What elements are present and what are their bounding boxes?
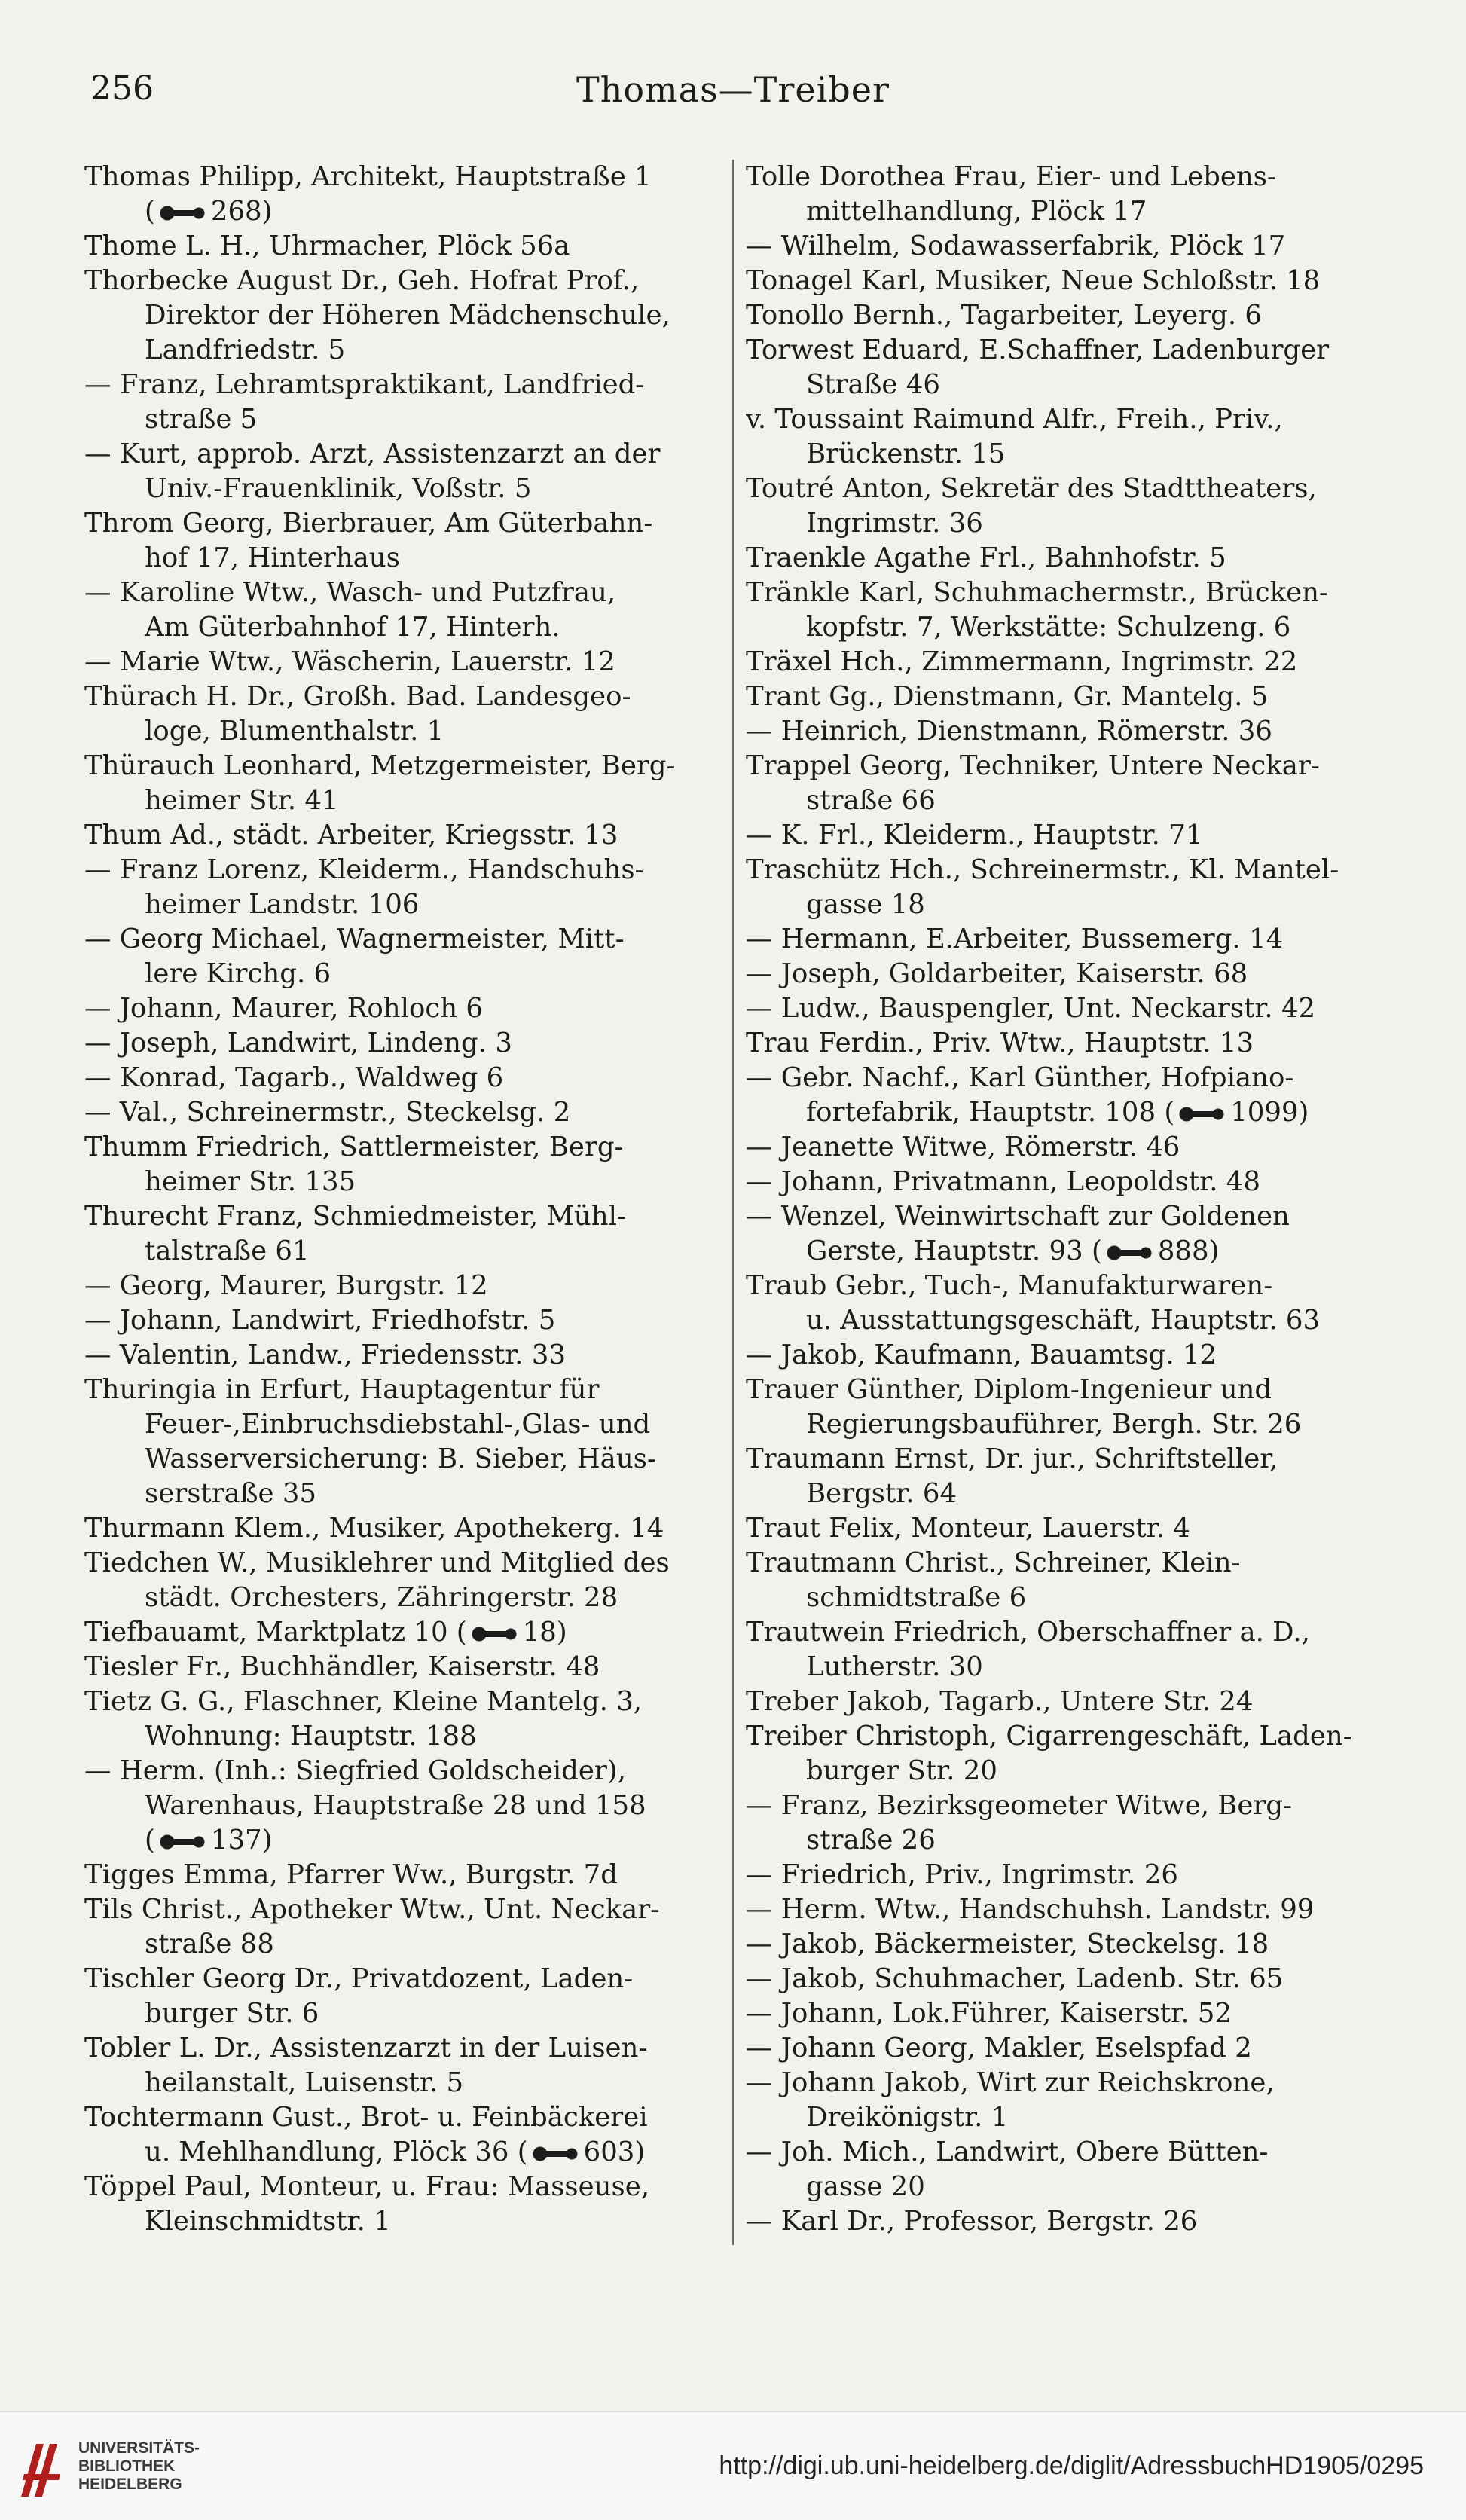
- directory-entry-line: [746, 749, 1379, 783]
- entry-text: Wohnung: Hauptstr. 188: [145, 1721, 477, 1752]
- directory-entry-line: [84, 645, 725, 680]
- entry-text: heimer Str. 135: [145, 1166, 356, 1197]
- directory-entry-line: [84, 1130, 725, 1165]
- entry-text: Trautwein Friedrich, Oberschaffner a. D.,: [746, 1617, 1310, 1648]
- directory-entry-line: [746, 1615, 1379, 1650]
- entry-text: — Ludw., Bauspengler, Unt. Neckarstr. 42: [746, 993, 1316, 1024]
- directory-entry-line: [746, 714, 1379, 749]
- entry-continuation-line: [746, 2170, 1379, 2204]
- entry-text: Thum Ad., städt. Arbeiter, Kriegsstr. 13: [84, 820, 618, 851]
- entry-text: Landfriedstr. 5: [145, 334, 346, 365]
- entry-continuation-line: [746, 506, 1379, 541]
- entry-text: Straße 46: [806, 369, 940, 400]
- directory-entry-line: [84, 1511, 725, 1546]
- directory-entry-line: [746, 160, 1379, 194]
- directory-entry-line: [746, 298, 1379, 333]
- telephone-number: 18): [522, 1617, 567, 1648]
- entry-text: — Joseph, Goldarbeiter, Kaiserstr. 68: [746, 958, 1248, 989]
- entry-text: kopfstr. 7, Werkstätte: Schulzeng. 6: [806, 612, 1291, 643]
- entry-text: Treiber Christoph, Cigarrengeschäft, Laden-: [746, 1721, 1352, 1752]
- library-name-line-2: BIBLIOTHEK: [78, 2457, 176, 2475]
- directory-entry-line: [84, 1303, 725, 1338]
- entry-continuation-line: [84, 1234, 725, 1269]
- directory-entry-line: [84, 264, 725, 298]
- entry-continuation-line: [746, 610, 1379, 645]
- entry-text: — Joseph, Landwirt, Lindeng. 3: [84, 1028, 512, 1058]
- entry-text: u. Ausstattungsgeschäft, Hauptstr. 63: [806, 1305, 1321, 1336]
- ub-heidelberg-logo-icon: [14, 2429, 66, 2504]
- directory-entry-line: [84, 749, 725, 783]
- entry-text: Direktor der Höheren Mädchenschule,: [145, 300, 670, 331]
- source-url[interactable]: http://digi.ub.uni-heidelberg.de/diglit/AdressbuchHD1905/0295: [719, 2451, 1424, 2480]
- directory-entry-line: [84, 818, 725, 853]
- entry-text: Thome L. H., Uhrmacher, Plöck 56a: [84, 231, 570, 261]
- directory-entry-line: [746, 2066, 1379, 2100]
- entry-text: — Wenzel, Weinwirtschaft zur Goldenen: [746, 1201, 1290, 1232]
- entry-text: Traub Gebr., Tuch-, Manufakturwaren-: [746, 1270, 1273, 1301]
- entry-text: — Joh. Mich., Landwirt, Obere Bütten-: [746, 2137, 1269, 2167]
- directory-entry-line: [84, 2100, 725, 2135]
- directory-entry-line: [746, 1719, 1379, 1754]
- directory-entry-line: [84, 1338, 725, 1373]
- telephone-symbol-icon: [160, 205, 206, 221]
- directory-entry-line: [84, 1546, 725, 1581]
- entry-text: Trautmann Christ., Schreiner, Klein-: [746, 1547, 1241, 1578]
- directory-entry-line: [84, 1095, 725, 1130]
- entry-continuation-line: [746, 1650, 1379, 1685]
- entry-continuation-line: [84, 333, 725, 368]
- directory-entry-line: [84, 922, 725, 957]
- entry-continuation-line: [746, 437, 1379, 472]
- entry-continuation-line: [84, 1927, 725, 1962]
- directory-entry-line: [746, 2031, 1379, 2066]
- entry-text: Warenhaus, Hauptstraße 28 und 158: [145, 1790, 646, 1821]
- telephone-number: 888): [1157, 1236, 1220, 1266]
- entry-text: — Franz, Bezirksgeometer Witwe, Berg-: [746, 1790, 1293, 1821]
- entry-text: Tolle Dorothea Frau, Eier- und Lebens-: [746, 161, 1276, 192]
- directory-entry-line: [746, 576, 1379, 610]
- telephone-symbol-icon: [1107, 1245, 1153, 1261]
- entry-continuation-line: [746, 1477, 1379, 1511]
- directory-entry-line: [84, 576, 725, 610]
- directory-entry-line: [84, 1685, 725, 1719]
- entry-text: Traschütz Hch., Schreinermstr., Kl. Mantel-: [746, 854, 1339, 885]
- entry-text: Trappel Georg, Techniker, Untere Neckar-: [746, 750, 1320, 781]
- entry-text: — Hermann, E.Arbeiter, Bussemerg. 14: [746, 924, 1284, 955]
- entry-text: — Johann Jakob, Wirt zur Reichskrone,: [746, 2067, 1275, 2098]
- entry-text: Tietz G. G., Flaschner, Kleine Mantelg. 3,: [84, 1686, 643, 1717]
- library-name-line-3: HEIDELBERG: [78, 2476, 182, 2493]
- entry-continuation-line: [84, 472, 725, 506]
- entry-text: Brückenstr. 15: [806, 438, 1006, 469]
- entry-continuation-line: [84, 887, 725, 922]
- entry-text: Univ.-Frauenklinik, Voßstr. 5: [145, 473, 532, 504]
- entry-continuation-line: [746, 2100, 1379, 2135]
- directory-entry-line: [84, 2170, 725, 2204]
- directory-entry-line: [746, 264, 1379, 298]
- directory-entry-line: [746, 853, 1379, 887]
- entry-text: — K. Frl., Kleiderm., Hauptstr. 71: [746, 820, 1203, 851]
- directory-entry-line: [746, 1199, 1379, 1234]
- entry-text: — Johann, Landwirt, Friedhofstr. 5: [84, 1305, 556, 1336]
- directory-entry-line: [746, 1511, 1379, 1546]
- entry-continuation-line: [84, 714, 725, 749]
- entry-text: — Georg, Maurer, Burgstr. 12: [84, 1270, 488, 1301]
- entry-text: — Karoline Wtw., Wasch- und Putzfrau,: [84, 577, 616, 608]
- directory-entry-line: [746, 1269, 1379, 1303]
- entry-text: Wasserversicherung: B. Sieber, Häus-: [145, 1443, 656, 1474]
- telephone-symbol-icon: [160, 1834, 206, 1850]
- entry-text: Träxel Hch., Zimmermann, Ingrimstr. 22: [746, 646, 1298, 677]
- entry-text: Traumann Ernst, Dr. jur., Schriftsteller,: [746, 1443, 1278, 1474]
- entry-text: schmidtstraße 6: [806, 1582, 1027, 1613]
- directory-entry-line: [746, 402, 1379, 437]
- entry-text: straße 26: [806, 1825, 936, 1856]
- entry-text: Tischler Georg Dr., Privatdozent, Laden-: [84, 1963, 634, 1994]
- entry-text: Thurmann Klem., Musiker, Apothekerg. 14: [84, 1513, 664, 1544]
- entry-text: Tränkle Karl, Schuhmachermstr., Brücken-: [746, 577, 1329, 608]
- entry-text: 137): [210, 1825, 273, 1856]
- directory-entry-line: [84, 1373, 725, 1407]
- entry-text: Töppel Paul, Monteur, u. Frau: Masseuse,: [84, 2171, 650, 2202]
- directory-entry-line: [84, 1026, 725, 1061]
- entry-text: Lutherstr. 30: [806, 1651, 983, 1682]
- directory-entry-line: [746, 1442, 1379, 1477]
- entry-continuation-line: [746, 1823, 1379, 1858]
- directory-entry-line: [84, 160, 725, 194]
- entry-text: Trant Gg., Dienstmann, Gr. Mantelg. 5: [746, 681, 1269, 712]
- entry-text: — Val., Schreinermstr., Steckelsg. 2: [84, 1097, 571, 1128]
- page-number: 256: [90, 69, 154, 108]
- entry-text: Tochtermann Gust., Brot- u. Feinbäckerei: [84, 2102, 648, 2133]
- entry-text: — Georg Michael, Wagnermeister, Mitt-: [84, 924, 625, 955]
- directory-entry-line: [746, 1927, 1379, 1962]
- entry-text: Dreikönigstr. 1: [806, 2102, 1009, 2133]
- entry-text: Trau Ferdin., Priv. Wtw., Hauptstr. 13: [746, 1028, 1254, 1058]
- entry-continuation-line: [746, 887, 1379, 922]
- directory-entry-line: [746, 1996, 1379, 2031]
- directory-entry-line: [746, 680, 1379, 714]
- directory-entry-line: [746, 957, 1379, 991]
- entry-text: Traenkle Agathe Frl., Bahnhofstr. 5: [746, 542, 1226, 573]
- entry-text: — Jeanette Witwe, Römerstr. 46: [746, 1132, 1180, 1162]
- right-column: [746, 160, 1379, 2239]
- directory-entry-line: [746, 1130, 1379, 1165]
- entry-text: Tils Christ., Apotheker Wtw., Unt. Neckar-: [84, 1894, 660, 1925]
- entry-continuation-line: [746, 783, 1379, 818]
- entry-text: Thürach H. Dr., Großh. Bad. Landesgeo-: [84, 681, 631, 712]
- entry-text: Tonagel Karl, Musiker, Neue Schloßstr. 18: [746, 265, 1321, 296]
- left-column: [84, 160, 725, 2239]
- entry-text: Thorbecke August Dr., Geh. Hofrat Prof.,: [84, 265, 640, 296]
- library-name-line-1: UNIVERSITÄTS-: [78, 2439, 200, 2457]
- entry-text: talstraße 61: [145, 1236, 310, 1266]
- directory-entry-line: [746, 333, 1379, 368]
- directory-entry-line: [84, 1892, 725, 1927]
- entry-text: Tiefbauamt, Marktplatz 10 (: [84, 1617, 467, 1648]
- entry-continuation-line: [84, 783, 725, 818]
- directory-entry-line: [84, 437, 725, 472]
- directory-entry-line: [746, 991, 1379, 1026]
- entry-text: u. Mehlhandlung, Plöck 36 (: [145, 2137, 528, 2167]
- page-header: [90, 69, 1376, 122]
- entry-continuation-line: [746, 1303, 1379, 1338]
- entry-text: heimer Str. 41: [145, 785, 339, 816]
- entry-text: Ingrimstr. 36: [806, 508, 983, 539]
- entry-continuation-line: [746, 368, 1379, 402]
- directory-entry-line: [746, 1685, 1379, 1719]
- entry-text: v. Toussaint Raimund Alfr., Freih., Priv.,: [746, 404, 1283, 435]
- entry-text: Thumm Friedrich, Sattlermeister, Berg-: [84, 1132, 624, 1162]
- directory-entry-line: [746, 2135, 1379, 2170]
- entry-text: — Gebr. Nachf., Karl Günther, Hofpiano-: [746, 1062, 1294, 1093]
- entry-continuation-line: [746, 194, 1379, 229]
- directory-entry-line: [84, 1269, 725, 1303]
- entry-text: Regierungsbauführer, Bergh. Str. 26: [806, 1409, 1302, 1440]
- entry-continuation-line: [746, 1581, 1379, 1615]
- directory-entry-line: [746, 1858, 1379, 1892]
- entry-text: städt. Orchesters, Zähringerstr. 28: [145, 1582, 618, 1613]
- entry-continuation-line: [84, 1407, 725, 1442]
- entry-text: Treber Jakob, Tagarb., Untere Str. 24: [746, 1686, 1254, 1717]
- entry-text: Thurecht Franz, Schmiedmeister, Mühl-: [84, 1201, 626, 1232]
- entry-text: Tiesler Fr., Buchhändler, Kaiserstr. 48: [84, 1651, 600, 1682]
- entry-continuation-line: [746, 1407, 1379, 1442]
- directory-entry-line: [746, 1962, 1379, 1996]
- entry-text: — Franz, Lehramtspraktikant, Landfried-: [84, 369, 645, 400]
- entry-continuation-line: [84, 541, 725, 576]
- entry-text: gasse 18: [806, 889, 925, 920]
- footer-bar: [0, 2411, 1466, 2520]
- entry-text: Tobler L. Dr., Assistenzarzt in der Luisen-: [84, 2033, 648, 2063]
- entry-text: straße 66: [806, 785, 936, 816]
- entry-text: mittelhandlung, Plöck 17: [806, 196, 1147, 227]
- entry-text: — Jakob, Schuhmacher, Ladenb. Str. 65: [746, 1963, 1284, 1994]
- entry-text: Thomas Philipp, Architekt, Hauptstraße 1: [84, 161, 652, 192]
- entry-text: — Johann, Maurer, Rohloch 6: [84, 993, 484, 1024]
- directory-entry-line: [84, 853, 725, 887]
- entry-text: loge, Blumenthalstr. 1: [145, 716, 444, 747]
- entry-text: — Kurt, approb. Arzt, Assistenzarzt an der: [84, 438, 661, 469]
- directory-entry-line: [746, 1546, 1379, 1581]
- directory-entry-line: [746, 541, 1379, 576]
- entry-continuation-line: [84, 1996, 725, 2031]
- entry-continuation-line: [84, 1719, 725, 1754]
- directory-entry-line: [746, 1788, 1379, 1823]
- entry-text: Thuringia in Erfurt, Hauptagentur für: [84, 1374, 600, 1405]
- entry-text: — Jakob, Kaufmann, Bauamtsg. 12: [746, 1339, 1217, 1370]
- entry-text: straße 5: [145, 404, 258, 435]
- directory-entry-line: [84, 229, 725, 264]
- entry-text: — Jakob, Bäckermeister, Steckelsg. 18: [746, 1929, 1269, 1959]
- entry-continuation-line: [84, 1788, 725, 1823]
- page-title: Thomas—Treiber: [576, 69, 890, 110]
- column-divider: [732, 160, 734, 2245]
- entry-text: heilanstalt, Luisenstr. 5: [145, 2067, 464, 2098]
- entry-text: Gerste, Hauptstr. 93 (: [806, 1236, 1102, 1266]
- directory-entry-line: [84, 506, 725, 541]
- entry-text: Trauer Günther, Diplom-Ingenieur und: [746, 1374, 1272, 1405]
- entry-text: — Heinrich, Dienstmann, Römerstr. 36: [746, 716, 1272, 747]
- entry-text: straße 88: [145, 1929, 274, 1959]
- entry-text: Torwest Eduard, E.Schaffner, Ladenburger: [746, 334, 1330, 365]
- entry-continuation-line: [84, 1165, 725, 1199]
- entry-text: 268): [210, 196, 273, 227]
- entry-text: Tiedchen W., Musiklehrer und Mitglied des: [84, 1547, 670, 1578]
- entry-text: hof 17, Hinterhaus: [145, 542, 400, 573]
- entry-text: — Valentin, Landw., Friedensstr. 33: [84, 1339, 567, 1370]
- entry-continuation-line: [84, 2135, 725, 2170]
- directory-entry-line: [746, 645, 1379, 680]
- directory-entry-line: [84, 680, 725, 714]
- telephone-symbol-icon: [1179, 1106, 1226, 1123]
- entry-text: — Konrad, Tagarb., Waldweg 6: [84, 1062, 504, 1093]
- entry-continuation-line: [84, 610, 725, 645]
- telephone-symbol-icon: [472, 1626, 518, 1642]
- entry-text: burger Str. 20: [806, 1755, 997, 1786]
- entry-text: Kleinschmidtstr. 1: [145, 2206, 391, 2237]
- entry-continuation-line: [84, 2204, 725, 2239]
- entry-text: Feuer-,Einbruchsdiebstahl-,Glas- und: [145, 1409, 651, 1440]
- entry-continuation-line: [84, 2066, 725, 2100]
- entry-text: — Johann, Lok.Führer, Kaiserstr. 52: [746, 1998, 1232, 2029]
- directory-entry-line: [746, 1373, 1379, 1407]
- entry-text: Am Güterbahnhof 17, Hinterh.: [145, 612, 560, 643]
- telephone-number: 603): [583, 2137, 646, 2167]
- entry-text: — Johann, Privatmann, Leopoldstr. 48: [746, 1166, 1260, 1197]
- entry-text: — Herm. (Inh.: Siegfried Goldscheider),: [84, 1755, 626, 1786]
- entry-continuation-line: ( 268): [145, 196, 273, 227]
- directory-entry-line: [84, 991, 725, 1026]
- entry-continuation-line: [84, 298, 725, 333]
- entry-text: Bergstr. 64: [806, 1478, 957, 1509]
- entry-text: lere Kirchg. 6: [145, 958, 331, 989]
- directory-entry-line: [84, 368, 725, 402]
- library-name: [78, 2439, 200, 2494]
- directory-entry-line: [84, 2031, 725, 2066]
- directory-entry-line: [746, 922, 1379, 957]
- directory-entry-line: [746, 1892, 1379, 1927]
- directory-entry-line: [84, 1061, 725, 1095]
- telephone-symbol-icon: [533, 2146, 579, 2162]
- entry-text: — Wilhelm, Sodawasserfabrik, Plöck 17: [746, 231, 1286, 261]
- directory-entry-line: [746, 818, 1379, 853]
- entry-text: Traut Felix, Monteur, Lauerstr. 4: [746, 1513, 1190, 1544]
- entry-continuation-line: ( 137): [145, 1825, 273, 1856]
- entry-text: — Franz Lorenz, Kleiderm., Handschuhs-: [84, 854, 644, 885]
- entry-text: gasse 20: [806, 2171, 925, 2202]
- entry-text: burger Str. 6: [145, 1998, 319, 2029]
- entry-text: — Marie Wtw., Wäscherin, Lauerstr. 12: [84, 646, 615, 677]
- entry-continuation-line: [746, 1234, 1379, 1269]
- entry-text: Tigges Emma, Pfarrer Ww., Burgstr. 7d: [84, 1859, 618, 1890]
- entry-text: Throm Georg, Bierbrauer, Am Güterbahn-: [84, 508, 653, 539]
- entry-text: Toutré Anton, Sekretär des Stadttheaters,: [746, 473, 1317, 504]
- directory-entry-line: [84, 1650, 725, 1685]
- directory-entry-line: [84, 1858, 725, 1892]
- entry-text: Tonollo Bernh., Tagarbeiter, Leyerg. 6: [746, 300, 1262, 331]
- directory-entry-line: [84, 1199, 725, 1234]
- directory-entry-line: [746, 1165, 1379, 1199]
- directory-entry-line: [746, 1338, 1379, 1373]
- entry-text: serstraße 35: [145, 1478, 316, 1509]
- entry-text: — Karl Dr., Professor, Bergstr. 26: [746, 2206, 1198, 2237]
- directory-entry-line: [84, 1962, 725, 1996]
- directory-entry-line: [746, 229, 1379, 264]
- entry-text: — Friedrich, Priv., Ingrimstr. 26: [746, 1859, 1178, 1890]
- entry-continuation-line: [84, 1477, 725, 1511]
- directory-entry-line: [746, 472, 1379, 506]
- directory-entry-line: [84, 1754, 725, 1788]
- directory-entry-line: [746, 1061, 1379, 1095]
- entry-text: heimer Landstr. 106: [145, 889, 420, 920]
- entry-continuation-line: [84, 1442, 725, 1477]
- telephone-number: 1099): [1230, 1097, 1309, 1128]
- directory-entry-line: [746, 1026, 1379, 1061]
- entry-text: — Herm. Wtw., Handschuhsh. Landstr. 99: [746, 1894, 1315, 1925]
- entry-text: fortefabrik, Hauptstr. 108 (: [806, 1097, 1175, 1128]
- entry-text: Thürauch Leonhard, Metzgermeister, Berg-: [84, 750, 676, 781]
- directory-entry-line: [746, 2204, 1379, 2239]
- directory-entry-line: [84, 1615, 725, 1650]
- entry-text: — Johann Georg, Makler, Eselspfad 2: [746, 2033, 1252, 2063]
- entry-continuation-line: [84, 957, 725, 991]
- entry-continuation-line: [84, 1581, 725, 1615]
- entry-continuation-line: [84, 402, 725, 437]
- entry-continuation-line: [746, 1095, 1379, 1130]
- entry-continuation-line: [746, 1754, 1379, 1788]
